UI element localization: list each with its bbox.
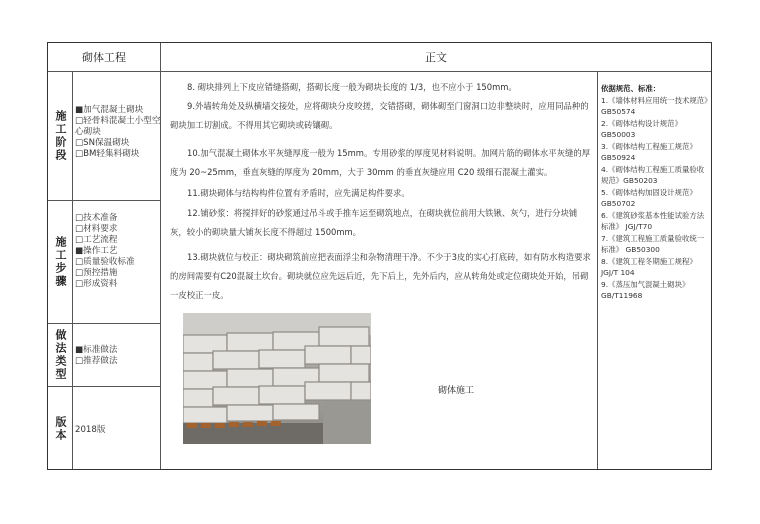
reference-item: 2.《砌体结构设计规范》GB50003 xyxy=(601,118,682,139)
paragraph-8: 8. 砌块排列上下皮应错缝搭砌，搭砌长度一般为砌块长度的 1/3，也不应小于 150mm。 xyxy=(187,82,517,92)
paragraph-9: 9.外墙转角处及纵横墙交接处，应将砌块分皮咬搓，交错搭砌，砌体砌至门窗洞口边非整块时，应用同品种的砌块加工切割成。不得用其它砌块或砖镶砌。 xyxy=(170,101,589,130)
references-title: 依据规范、标准： xyxy=(601,84,661,93)
reference-item: 9.《蒸压加气混凝土砌块》GB/T11968 xyxy=(601,279,690,300)
version-value: 2018版 xyxy=(75,425,106,435)
practice-list xyxy=(75,345,161,367)
steps-section-label: 施工步骤 xyxy=(54,236,67,288)
step-item: □材料要求 xyxy=(75,224,118,234)
column-divider-right xyxy=(597,71,598,469)
reference-item: 7.《建筑工程施工质量验收统一标准》 GB50300 xyxy=(601,233,705,254)
reference-item: 6.《建筑砂浆基本性能试验方法标准》 JGJ/T70 xyxy=(601,210,705,231)
steps-list xyxy=(75,213,161,290)
masonry-construction-photo xyxy=(183,313,371,444)
step-item: □形成资料 xyxy=(75,279,118,289)
reference-item: 8.《建筑工程冬期施工规程》JGJ/T 104 xyxy=(601,256,697,277)
stage-list xyxy=(75,105,161,160)
header-left-title: 砌体工程 xyxy=(82,51,126,64)
step-item: ■操作工艺 xyxy=(75,246,118,256)
stage-item: □轻骨料混凝土小型空心砌块 xyxy=(75,116,161,137)
stage-item: ■加气混凝土砌块 xyxy=(75,105,144,115)
header-divider xyxy=(48,71,711,72)
practice-section-label: 做法类型 xyxy=(54,329,67,381)
paragraph-10: 10.加气混凝土砌体水平灰缝厚度一般为 15mm。专用砂浆的厚度见材料说明。加网片筋的砌体水平灰缝的厚度为 20~25mm，垂直灰缝的厚度为 20mm，大于 30mm 的垂直灰缝应用 C20 级细石混凝土灌实。 xyxy=(170,148,591,177)
step-item: □预控措施 xyxy=(75,268,118,278)
version-section-label: 版本 xyxy=(54,416,67,442)
reference-item: 1.《墙体材料应用统一技术规范》GB50574 xyxy=(601,95,708,116)
stage-item: □BM轻集料砌块 xyxy=(75,149,140,159)
header-main-title: 正文 xyxy=(425,51,447,64)
stage-section-label: 施工阶段 xyxy=(54,110,67,162)
stage-item: □SN保温砌块 xyxy=(75,138,130,148)
reference-item: 5.《砌体结构加固设计规范》GB50702 xyxy=(601,187,697,208)
practice-item: ■标准做法 xyxy=(75,345,118,355)
paragraph-11: 11.砌块砌体与结构构件位置有矛盾时，应先满足构件要求。 xyxy=(187,188,410,198)
practice-item: □推荐做法 xyxy=(75,356,118,366)
step-item: □技术准备 xyxy=(75,213,118,223)
step-item: □质量验收标准 xyxy=(75,257,135,267)
sidebar-divider xyxy=(72,71,73,469)
references-panel xyxy=(601,83,711,302)
photo-caption: 砌体施工 xyxy=(438,386,475,396)
reference-item: 4.《砌体结构工程施工质量验收规范》GB50203 xyxy=(601,164,705,185)
step-item: □工艺流程 xyxy=(75,235,118,245)
paragraph-13: 13.砌块就位与校正：砌块砌筑前应把表面浮尘和杂物清理干净。不少于3皮的实心打底砖，如有防水构造要求的房间需要有C20混凝土坎台。砌块就位应先远后近，先下后上，先外后内，应从转角处或定位砌块处开始，吊砌一皮校正一皮。 xyxy=(170,252,591,300)
reference-item: 3.《砌体结构工程施工规范》GB50924 xyxy=(601,141,697,162)
document-table xyxy=(47,42,712,470)
paragraph-12: 12.铺砂浆：将搅拌好的砂浆通过吊斗或手推车运至砌筑地点，在砌块就位前用大铁锹、灰勺，进行分块铺灰，较小的砌块量大铺灰长度不得超过 1500mm。 xyxy=(170,208,578,237)
